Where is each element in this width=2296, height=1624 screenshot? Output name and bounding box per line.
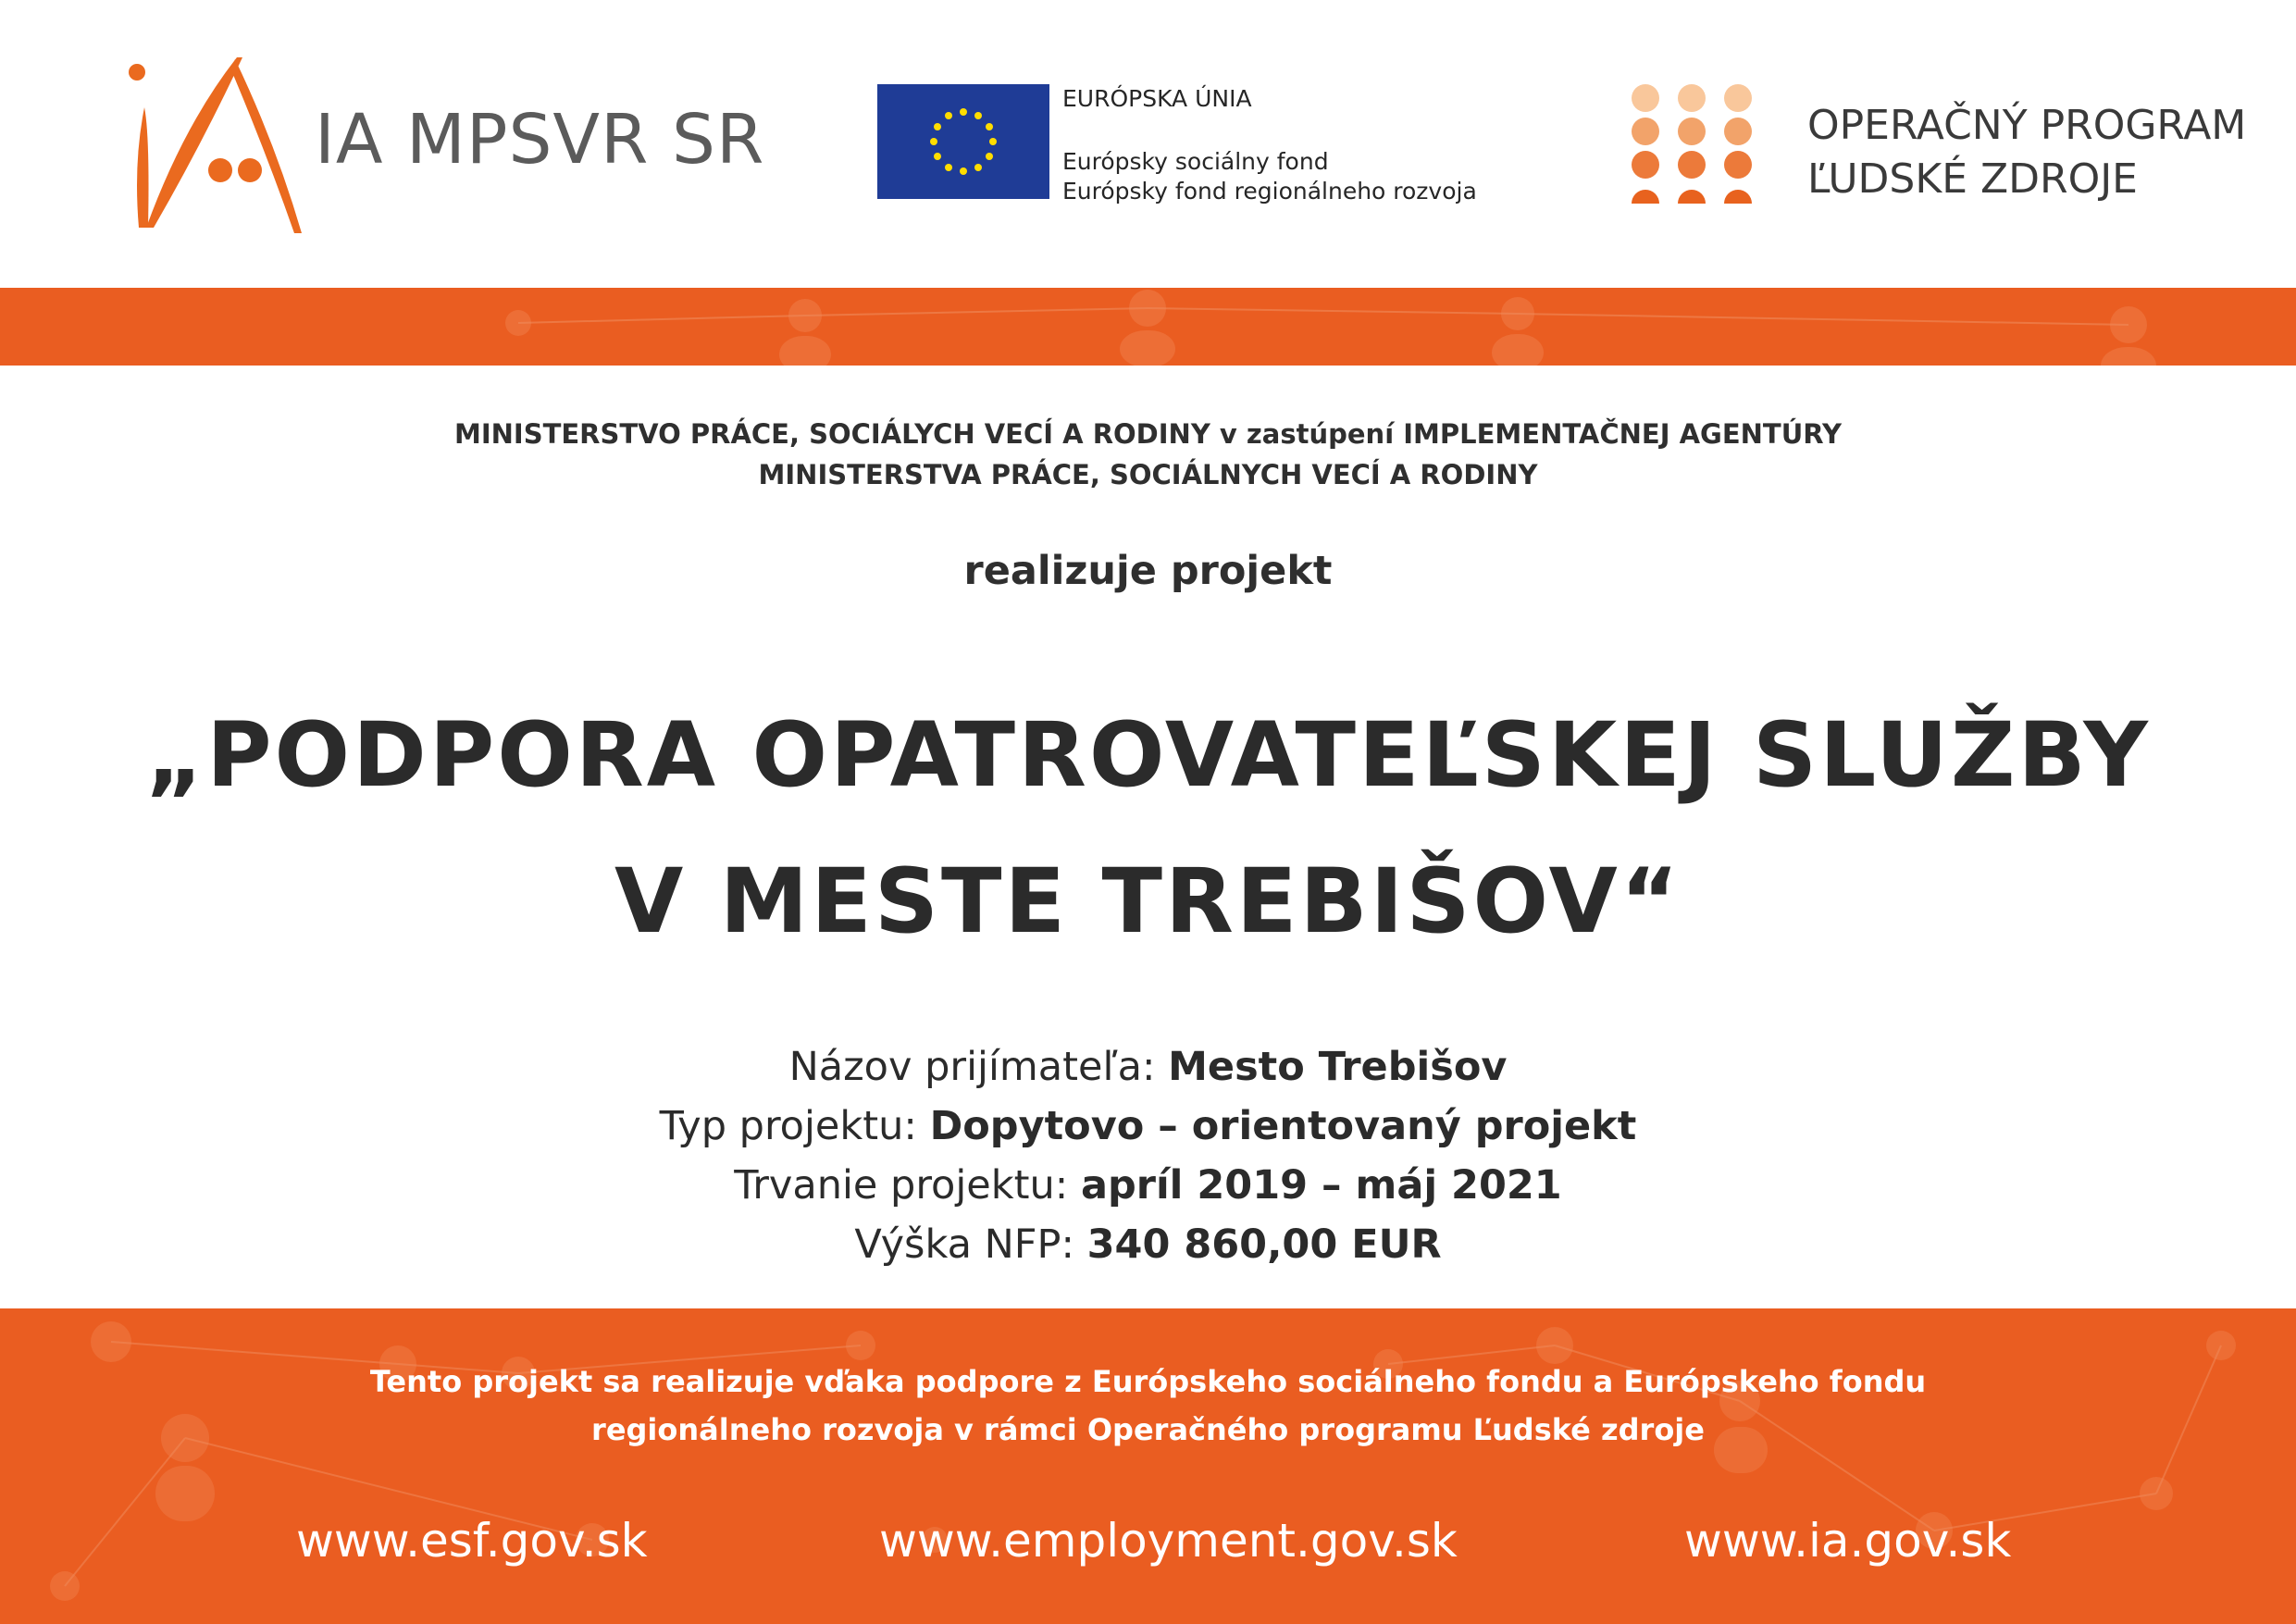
info-nfp-amount [0,1221,2296,1268]
eu-flag-icon [877,84,1049,199]
funding-statement-line1: Tento projekt sa realizuje vďaka podpore z Európskeho sociálneho fondu a Európskeho fondu [369,1364,1927,1399]
eu-title: EURÓPSKA ÚNIA [1062,85,1252,112]
op-title-line1: OPERAČNÝ PROGRAM [1807,102,2247,149]
funding-statement-line2: regionálneho rozvoja v rámci Operačného programu Ľudské zdroje [591,1412,1705,1447]
link-esf[interactable]: www.esf.gov.sk [296,1514,648,1568]
info-label: Výška NFP: [854,1221,1087,1268]
info-project-type [0,1103,2296,1149]
link-employment[interactable]: www.employment.gov.sk [879,1514,1458,1568]
organization-line2: MINISTERSTVA PRÁCE, SOCIÁLNYCH VECÍ A RODINY [758,459,1538,490]
ia-mpsvr-logo-text: IA MPSVR SR [315,100,765,180]
eu-fund-esf: Európsky sociálny fond [1062,148,1329,175]
op-title-line2: ĽUDSKÉ ZDROJE [1807,155,2138,203]
info-value: 340 860,00 EUR [1086,1221,1442,1268]
project-title-line1: „PODPORA OPATROVATEĽSKEJ SLUŽBY [145,703,2151,807]
info-label: Typ projektu: [659,1103,930,1149]
project-title-line2: V MESTE TREBIŠOV“ [614,849,1682,953]
info-recipient [0,1044,2296,1090]
people-pattern-icon [0,288,2296,366]
op-ludske-zdroje-logo-icon [1631,83,1755,204]
info-duration [0,1162,2296,1209]
info-value: apríl 2019 – máj 2021 [1080,1162,1562,1209]
realizuje-projekt: realizuje projekt [963,548,1333,594]
organization-line1: MINISTERSTVO PRÁCE, SOCIÁLYCH VECÍ A RODINY v zastúpení IMPLEMENTAČNEJ AGENTÚRY [454,418,1842,450]
ia-mpsvr-logo-icon [128,52,313,237]
eu-fund-erdf: Európsky fond regionálneho rozvoja [1062,178,1477,205]
people-pattern-icon [0,1308,2296,1624]
bottom-orange-band [0,1308,2296,1624]
info-value: Mesto Trebišov [1168,1044,1508,1090]
info-label: Názov prijímateľa: [788,1044,1169,1090]
info-value: Dopytovo – orientovaný projekt [929,1103,1637,1149]
top-orange-band [0,288,2296,366]
link-ia[interactable]: www.ia.gov.sk [1684,1514,2012,1568]
info-label: Trvanie projektu: [734,1162,1081,1209]
